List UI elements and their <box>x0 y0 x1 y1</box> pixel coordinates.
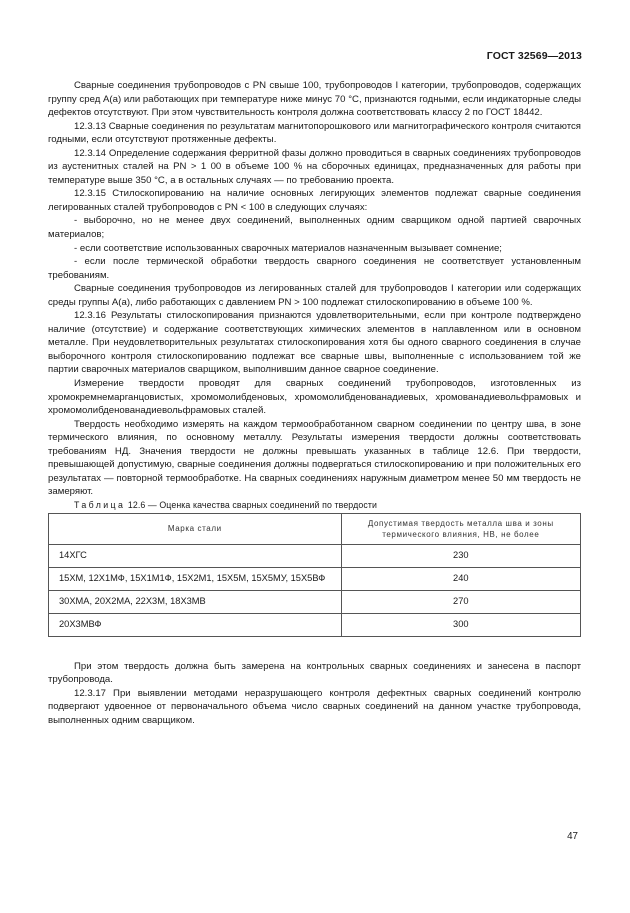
page-content <box>48 79 581 727</box>
steel-grade-cell: 30ХМА, 20Х2МА, 22Х3М, 18Х3МВ <box>49 590 342 613</box>
hardness-cell: 230 <box>341 544 580 567</box>
table-row <box>49 544 581 567</box>
hardness-cell: 270 <box>341 590 580 613</box>
table-row <box>49 613 581 636</box>
paragraph: При этом твердость должна быть замерена на контрольных сварных соединениях и занесена в паспорт трубопровода. <box>48 660 581 686</box>
table-caption-text: 12.6 — Оценка качества сварных соединений по твердости <box>127 499 377 510</box>
paragraph: Твердость необходимо измерять на каждом термообработанном сварном соединении по центру шва, в зоне термического влияния, по основному металлу. Результаты измерения твердости должны соответствовать требованиям НД. Значения твердости не должны превышать указанных в таблице 12.6. При твердости, превышающей допустимую, сварные соединения должны подвергаться стилоскопированию и при положительных его результатах — повторной термообработке. На сварных соединениях наружным диаметром менее 50 мм твердость не замеряют. <box>48 418 581 498</box>
column-header-steel: Марка стали <box>49 513 342 544</box>
page-number: 47 <box>567 831 578 842</box>
table-caption-label: Таблица <box>74 499 126 510</box>
table-row <box>49 567 581 590</box>
hardness-cell: 240 <box>341 567 580 590</box>
paragraph: Сварные соединения трубопроводов с PN свыше 100, трубопроводов I категории, трубопроводов, содержащих группу сред А(а) или работающих при температуре ниже минус 70 °С, признаются годными, если индикаторные следы дефектов отсутствуют. При этом чувствительность контроля должна соответствовать классу 2 по ГОСТ 18442. <box>48 80 581 119</box>
paragraph: 12.3.16 Результаты стилоскопирования признаются удовлетворительными, если при контроле подтверждено наличие (отсутствие) и содержание соответствующих химических элементов в наплавленном или в основном металле. При неудовлетворительных результатах стилоскопирования хотя бы одного сварного соединения в случае выборочного контроля стилоскопированию подлежат все сварные швы, выполненные с использованием той же партии сварочных материалов сварщиком, выполнившим данное сварное соединение. <box>48 310 581 376</box>
table-header-row <box>49 513 581 544</box>
hardness-cell: 300 <box>341 613 580 636</box>
steel-grade-cell: 20Х3МВФ <box>49 613 342 636</box>
list-item: - если после термической обработки твердость сварного соединения не соответствует установленным требованиям. <box>48 256 581 281</box>
hardness-table <box>48 513 581 637</box>
spacer <box>48 637 581 660</box>
table-caption <box>48 499 581 513</box>
paragraph: 12.3.13 Сварные соединения по результатам магнитопорошкового или магнитографического контроля считаются годными, если отсутствуют протяженные дефекты. <box>48 120 581 146</box>
column-header-hardness: Допустимая твердость металла шва и зоны термического влияния, НВ, не более <box>341 513 580 544</box>
paragraph: Измерение твердости проводят для сварных соединений трубопроводов, изготовленных из хромокремнемарганцовистых, хромомолибденовых, хромомолибденованадиевых, хромованадиевольфрамовых и хромомолибденованадиевольфрамовых сталей. <box>48 378 581 417</box>
steel-grade-cell: 14ХГС <box>49 544 342 567</box>
paragraph: 12.3.17 При выявлении методами неразрушающего контроля дефектных сварных соединений контролю подвергают удвоенное от первоначального объема число сварных соединений на данном участке трубопровода, выполненных одним сварщиком. <box>48 687 581 726</box>
steel-grade-cell: 15ХМ, 12Х1МФ, 15Х1М1Ф, 15Х2М1, 15Х5М, 15Х5МУ, 15Х5ВФ <box>49 567 342 590</box>
paragraph: Сварные соединения трубопроводов из легированных сталей для трубопроводов I категории или содержащих среды группы А(а), либо работающих с давлением PN > 100 подлежат стилоскопированию в объеме 100 %. <box>48 283 581 308</box>
list-item: - выборочно, но не менее двух соединений, выполненных одним сварщиком одной партией сварочных материалов; <box>48 215 581 241</box>
document-code: ГОСТ 32569—2013 <box>486 50 582 62</box>
list-item: - если соответствие использованных сварочных материалов назначенным вызывает сомнение; <box>74 242 502 254</box>
paragraph: 12.3.14 Определение содержания ферритной фазы должно проводиться в сварных соединениях трубопроводов из аустенитных сталей на PN > 1 00 в объеме 100 % на сборочных единицах, предназначенных для работы при температуре выше 350 °С, а в остальных случаях — по требованию проекта. <box>48 147 581 186</box>
table-row <box>49 590 581 613</box>
paragraph: 12.3.15 Стилоскопированию на наличие основных легирующих элементов подлежат сварные соединения легированных сталей трубопроводов с PN < 100 в следующих случаях: <box>48 188 581 213</box>
